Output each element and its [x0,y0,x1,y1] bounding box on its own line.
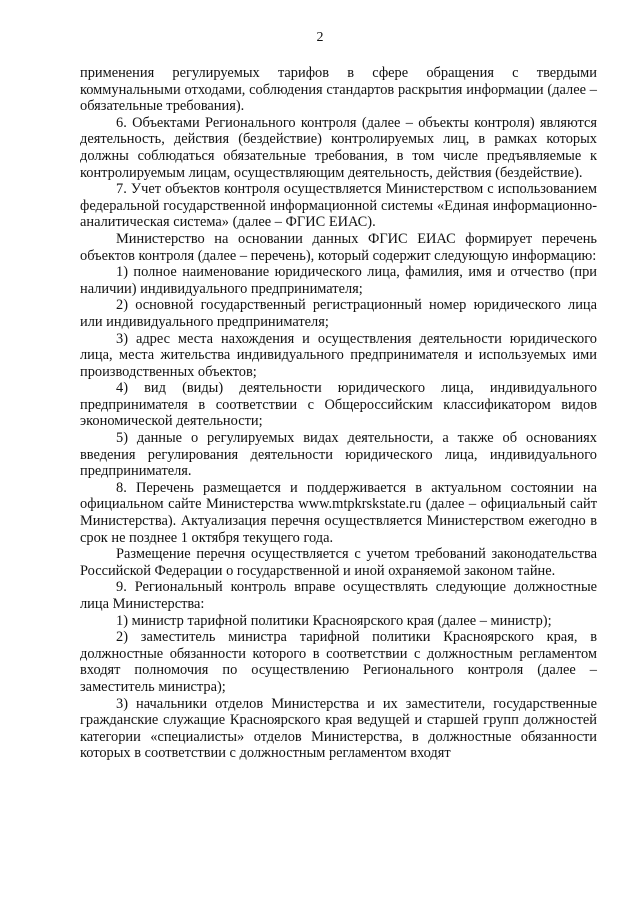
paragraph: 5) данные о регулируемых видах деятельности, а также об основаниях введения регулирования деятельности юридического лица, индивидуального предпринимателя. [80,430,597,480]
paragraph: 8. Перечень размещается и поддерживается в актуальном состоянии на официальном сайте Министерства www.mtpkrskstate.ru (далее – официальный сайт Министерства). Актуализация перечня осуществляется Министерством ежегодно в срок не позднее 1 октября текущего года. [80,479,597,546]
paragraph: 3) адрес места нахождения и осуществления деятельности юридического лица, места жительства индивидуального предпринимателя и используемых ими производственных объектов; [80,330,597,380]
page-number: 2 [316,30,324,45]
paragraph: 6. Объектами Регионального контроля (далее – объекты контроля) являются деятельность, действия (бездействие) контролируемых лиц, в рамках которых должны соблюдаться обязательные требования, в том числе предъявляемые к контролируемым лицам, осуществляющим деятельность, действия (бездействие). [80,114,597,181]
paragraph: 4) вид (виды) деятельности юридического лица, индивидуального предпринимателя в соответствии с Общероссийским классификатором видов экономической деятельности; [80,380,597,430]
paragraph: 3) начальники отделов Министерства и их заместители, государственные гражданские служащие Красноярского края ведущей и старшей групп должностей категории «специалисты» отделов Министерства, в должностные обязанности которых в соответствии с должностным регламентом входят [80,695,597,762]
document-body [80,65,597,762]
paragraph: Министерство на основании данных ФГИС ЕИАС формирует перечень объектов контроля (далее – перечень), который содержит следующую информацию: [80,230,597,264]
paragraph: 1) министр тарифной политики Красноярского края (далее – министр); [116,612,552,629]
paragraph: Размещение перечня осуществляется с учетом требований законодательства Российской Федерации о государственной и иной охраняемой законом тайне. [80,546,597,579]
paragraph: 9. Региональный контроль вправе осуществлять следующие должностные лица Министерства: [80,579,597,612]
paragraph: применения регулируемых тарифов в сфере обращения с твердыми коммунальными отходами, соблюдения стандартов раскрытия информации (далее – обязательные требования). [80,65,597,115]
paragraph: 2) заместитель министра тарифной политики Красноярского края, в должностные обязанности которого в соответствии с должностным регламентом входят полномочия по осуществлению Регионального контроля (далее – заместитель министра); [80,629,597,695]
paragraph: 1) полное наименование юридического лица, фамилия, имя и отчество (при наличии) индивидуального предпринимателя; [80,264,597,297]
paragraph: 7. Учет объектов контроля осуществляется Министерством с использованием федеральной государственной информационной системы «Единая информационно-аналитическая система» (далее – ФГИС ЕИАС). [80,181,597,231]
paragraph: 2) основной государственный регистрационный номер юридического лица или индивидуального предпринимателя; [80,297,597,330]
